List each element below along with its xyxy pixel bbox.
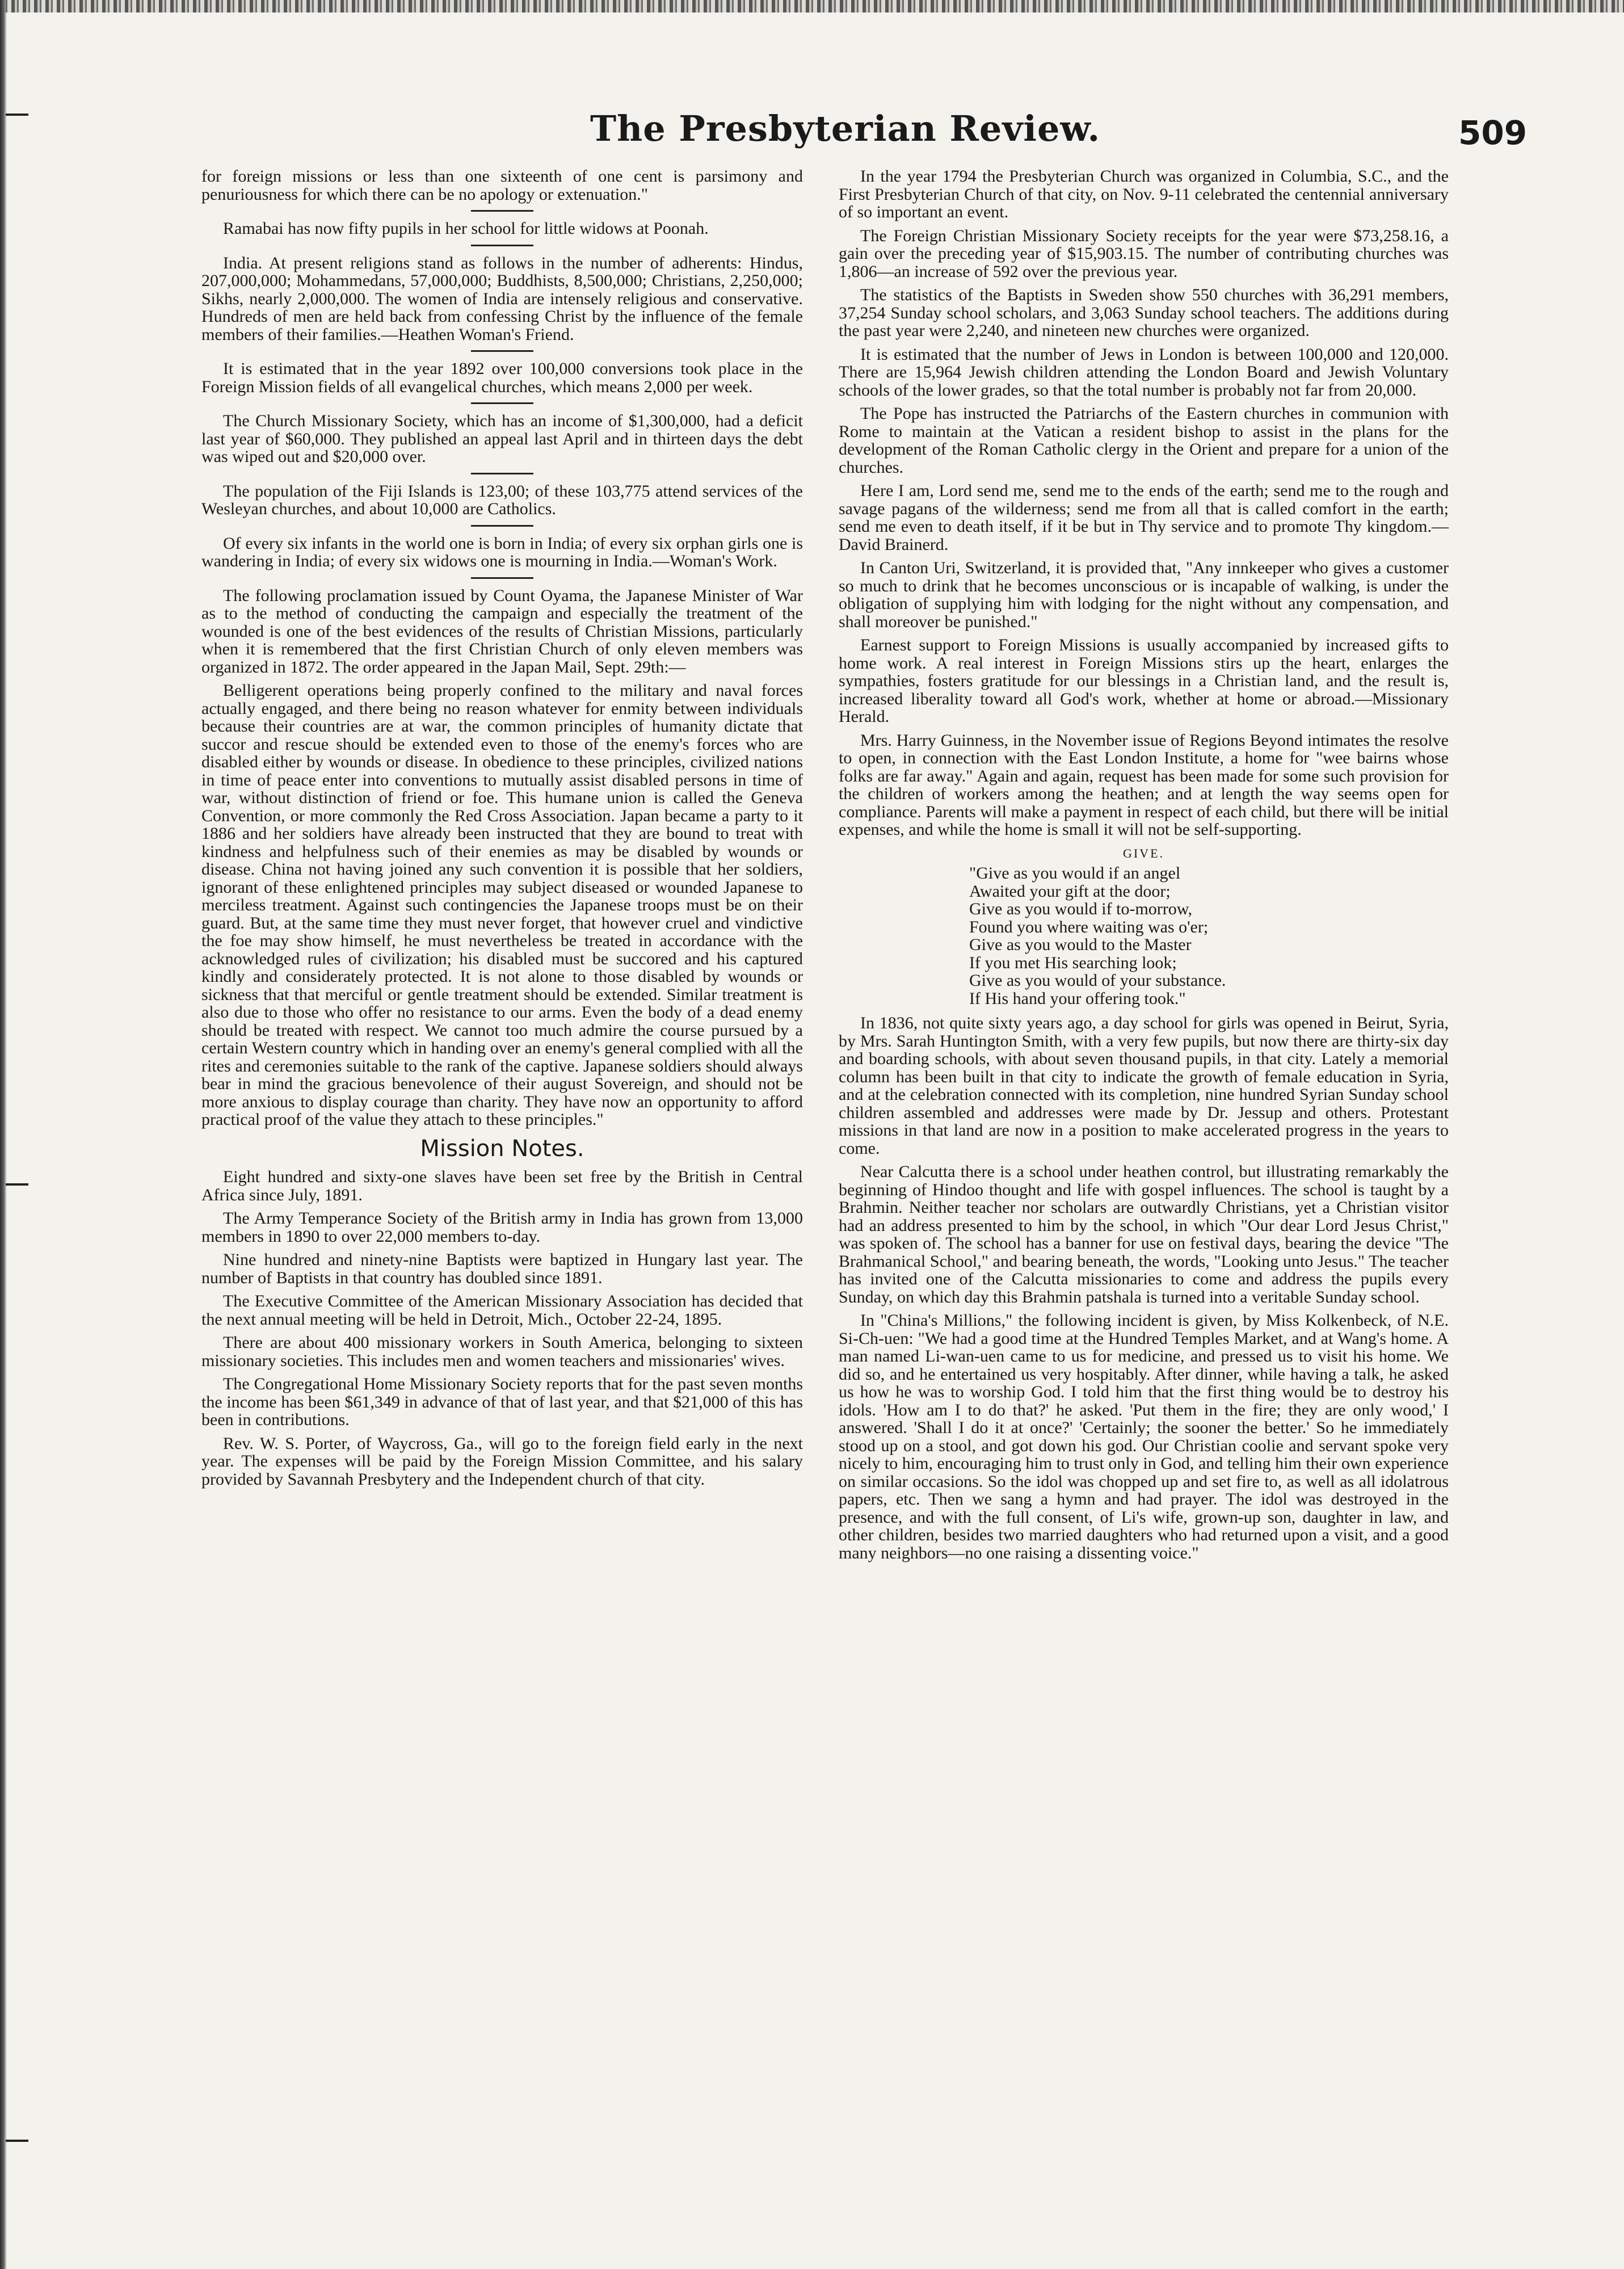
poem-line: Found you where waiting was o'er; bbox=[969, 917, 1209, 936]
binding-mark bbox=[6, 2140, 28, 2142]
page-number: 509 bbox=[1458, 114, 1528, 152]
top-page-edge bbox=[0, 0, 1624, 12]
poem-title: GIVE. bbox=[1122, 846, 1165, 860]
paragraph: for foreign missions or less than one sixteenth of one cent is parsimony and penuriousness for which there can be no apology or extenuation." bbox=[201, 167, 803, 204]
right-column bbox=[839, 167, 1449, 1568]
paragraph: Earnest support to Foreign Missions is usually accompanied by increased gifts to home work. A real interest in Foreign Missions stirs up the heart, enlarges the sympathies, fosters gratitude for our blessings in a Christian land, and the result is, increased liberality toward all God's work, whether at home or abroad.—Missionary Herald. bbox=[839, 636, 1449, 726]
paragraph: In 1836, not quite sixty years ago, a day school for girls was opened in Beirut, Syria, by Mrs. Sarah Huntington Smith, with a very few pupils, but now there are thirty-six day and boarding schools, with about seven thousand pupils, in that city. Lately a memorial column has been built in that city to indicate the growth of female education in Syria, and at the celebration connected with its completion, nine hundred Syrian Sunday school children assembled and addresses were made by Dr. Jessup and others. Protestant missions in that land are now in a position to make accelerated progress in the years to come. bbox=[839, 1014, 1449, 1158]
paragraph: It is estimated that in the year 1892 over 100,000 conversions took place in the Foreign Mission fields of all evangelical churches, which means 2,000 per week. bbox=[201, 359, 803, 396]
mission-note: The Army Temperance Society of the British army in India has grown from 13,000 members in 1890 to over 22,000 members to-day. bbox=[201, 1209, 803, 1246]
left-binding-edge bbox=[0, 0, 7, 2269]
divider bbox=[471, 350, 533, 352]
mission-note: The Congregational Home Missionary Society reports that for the past seven months the income has been $61,349 in advance of that of last year, and that $21,000 of this has been in contributions. bbox=[201, 1375, 803, 1429]
page-header bbox=[0, 108, 1624, 159]
paragraph: India. At present religions stand as follows in the number of adherents: Hindus, 207,000,000; Mohammedans, 57,000,000; Buddhists, 8,500,000; Christians, 2,250,000; Sikhs, nearly 2,000,000. The women of India are intensely religious and conservative. Hundreds of men are held back from confessing Christ by the influence of the female members of their families.—Heathen Woman's Friend. bbox=[201, 253, 803, 344]
poem bbox=[969, 864, 1449, 1007]
mission-note: Rev. W. S. Porter, of Waycross, Ga., will go to the foreign field early in the next year. The expenses will be paid by the Foreign Mission Committee, and his salary provided by Savannah Presbytery and the Independent church of that city. bbox=[201, 1434, 803, 1489]
paragraph: Belligerent operations being properly confined to the military and naval forces actually engaged, and there being no reason whatever for enmity between individuals because their countries are at war, the common principles of humanity dictate that succor and rescue should be extended even to those of the enemy's forces who are disabled either by wounds or disease. In obedience to these principles, civilized nations in time of peace enter into conventions to mutually assist disabled persons in time of war, without distinction of friend or foe. This humane union is called the Geneva Convention, or more commonly the Red Cross Association. Japan became a party to it 1886 and her soldiers have already been instructed that they are bound to treat with kindness and helpfulness such of their enemies as may be disabled by wounds or disease. China not having joined any such convention it is possible that her soldiers, ignorant of these enlightened principles may subject diseased or wounded Japanese to merciless treatment. Against such contingencies the Japanese troops must be on their guard. But, at the same time they must never forget, that however cruel and vindictive the foe may show himself, he must nevertheless be treated in accordance with the acknowledged rules of civilization; his disabled must be succored and his captured kindly and considerately protected. It is not alone to those disabled by wounds or sickness that that merciful or gentle treatment should be extended. Similar treatment is also due to those who offer no resistance to our arms. Even the body of a dead enemy should be treated with respect. We cannot too much admire the course pursued by a certain Western country which in handing over an enemy's general complied with all the rites and ceremonies suitable to the rank of the captive. Japanese soldiers should always bear in mind the gracious benevolence of their august Sovereign, and should not be more anxious to display courage than charity. They have now an opportunity to afford practical proof of the value they attach to these principles." bbox=[201, 681, 803, 1129]
paragraph: Of every six infants in the world one is born in India; of every six orphan girls one is wandering in India; of every six widows one is mourning in India.—Woman's Work. bbox=[201, 533, 803, 570]
poem-line: "Give as you would if an angel bbox=[969, 864, 1181, 883]
paragraph: The Pope has instructed the Patriarchs of the Eastern churches in communion with Rome to maintain at the Vatican a resident bishop to assist in the plans for the development of the Roman Catholic clergy in the Orient and prepare for a union of the churches. bbox=[839, 404, 1449, 477]
paragraph: Near Calcutta there is a school under heathen control, but illustrating remarkably the beginning of Hindoo thought and life with gospel influences. The school is taught by a Brahmin. Neither teacher nor scholars are outwardly Christians, yet a Christian visitor had an address presented to him by the school, in which "Our dear Lord Jesus Christ," was spoken of. The school has a banner for use on festival days, bearing the device "The Brahmanical School," and bearing beneath, the words, "Looking unto Jesus." The teacher has invited one of the Calcutta missionaries to come and address the pupils every Sunday, on which day this Brahmin patshala is turned into a veritable Sunday school. bbox=[839, 1162, 1449, 1306]
divider bbox=[471, 577, 533, 579]
mission-note: Eight hundred and sixty-one slaves have been set free by the British in Central Africa since July, 1891. bbox=[201, 1167, 803, 1204]
paragraph: The statistics of the Baptists in Sweden show 550 churches with 36,291 members, 37,254 Sunday school scholars, and 3,063 Sunday school teachers. The additions during the past year were 2,240, and nineteen new churches were organized. bbox=[839, 285, 1449, 340]
mission-note: There are about 400 missionary workers in South America, belonging to sixteen missionary societies. This includes men and women teachers and missionaries' wives. bbox=[201, 1333, 803, 1370]
poem-line: Give as you would to the Master bbox=[969, 935, 1192, 954]
paragraph: Here I am, Lord send me, send me to the ends of the earth; send me to the rough and savage pagans of the wilderness; send me from all that is called comfort in the earth; send me even to death itself, if it be but in Thy service and to promote Thy kingdom.—David Brainerd. bbox=[839, 481, 1449, 554]
paragraph: In the year 1794 the Presbyterian Church was organized in Columbia, S.C., and the First Presbyterian Church of that city, on Nov. 9-11 celebrated the centennial anniversary of so important an event. bbox=[839, 167, 1449, 221]
left-column bbox=[201, 167, 803, 1494]
paragraph: The Church Missionary Society, which has an income of $1,300,000, had a deficit last year of $60,000. They published an appeal last April and in thirteen days the debt was wiped out and $20,000 over. bbox=[201, 411, 803, 466]
poem-line: Give as you would if to-morrow, bbox=[969, 900, 1192, 918]
divider bbox=[471, 402, 533, 404]
divider bbox=[471, 525, 533, 527]
poem-line: If His hand your offering took." bbox=[969, 989, 1186, 1008]
paragraph: The population of the Fiji Islands is 123,00; of these 103,775 attend services of the Wesleyan churches, and about 10,000 are Catholics. bbox=[201, 481, 803, 518]
journal-title: The Presbyterian Review. bbox=[590, 108, 1101, 149]
paragraph: It is estimated that the number of Jews in London is between 100,000 and 120,000. There are 15,964 Jewish children attending the London Board and Jewish Voluntary schools of the lower grades, so that the total number is probably not far from 20,000. bbox=[839, 344, 1449, 400]
mission-note: The Executive Committee of the American Missionary Association has decided that the next annual meeting will be held in Detroit, Mich., October 22-24, 1895. bbox=[201, 1292, 803, 1329]
divider bbox=[471, 473, 533, 474]
paragraph: Ramabai has now fifty pupils in her school for little widows at Poonah. bbox=[223, 219, 709, 238]
paragraph: The Foreign Christian Missionary Society receipts for the year were $73,258.16, a gain over the preceding year of $15,903.15. The number of contributing churches was 1,806—an increase of 592 over the previous year. bbox=[839, 226, 1449, 281]
section-heading: Mission Notes. bbox=[420, 1135, 584, 1162]
paragraph: The following proclamation issued by Count Oyama, the Japanese Minister of War as to the method of conducting the campaign and especially the treatment of the wounded is one of the best evidences of the results of Christian Missions, particularly when it is remembered that the first Christian Church of only eleven members was organized in 1872. The order appeared in the Japan Mail, Sept. 29th:— bbox=[201, 586, 803, 677]
paragraph: In Canton Uri, Switzerland, it is provided that, "Any innkeeper who gives a customer so much to drink that he becomes unconscious or is incapable of walking, is under the obligation of supplying him with lodging for the night without any compensation, and shall moreover be punished." bbox=[839, 558, 1449, 631]
mission-note: Nine hundred and ninety-nine Baptists were baptized in Hungary last year. The number of Baptists in that country has doubled since 1891. bbox=[201, 1250, 803, 1287]
poem-line: If you met His searching look; bbox=[969, 953, 1177, 972]
divider bbox=[471, 210, 533, 212]
poem-line: Give as you would of your substance. bbox=[969, 971, 1226, 990]
binding-mark bbox=[6, 1183, 28, 1186]
divider bbox=[471, 245, 533, 246]
paragraph: Mrs. Harry Guinness, in the November issue of Regions Beyond intimates the resolve to open, in connection with the East London Institute, a home for "wee bairns whose folks are far away." Again and again, request has been made for some such provision for the children of workers among the heathen; and at length the way seems open for compliance. Parents will make a payment in respect of each child, but there will be initial expenses, and while the home is small it will not be self-supporting. bbox=[839, 730, 1449, 839]
paragraph: In "China's Millions," the following incident is given, by Miss Kolkenbeck, of N.E. Si-Ch-uen: "We had a good time at the Hundred Temples Market, and at Wang's home. A man named Li-wan-uen came to us for medicine, and pressed us to visit his home. We did so, and he entertained us very hospitably. After dinner, while having a talk, he asked us how he was to worship God. I told him that the first thing would be to destroy his idols. 'How am I to do that?' he asked. 'Put them in the fire; they are only wood,' I answered. 'Shall I do it at once?' 'Certainly; the sooner the better.' So he immediately stood up on a stool, and got down his god. Our Christian coolie and servant spoke very nicely to him, encouraging him to trust only in God, and telling him their own experience on similar occasions. So the idol was chopped up and set fire to, as well as all idolatrous papers, etc. Then we sang a hymn and had prayer. The idol was destroyed in the presence, and with the full consent, of Li's wife, grown-up son, daughter in law, and other children, besides two married daughters who had returned upon a visit, and a good many neighbors—no one raising a dissenting voice." bbox=[839, 1311, 1449, 1562]
poem-line: Awaited your gift at the door; bbox=[969, 881, 1171, 901]
